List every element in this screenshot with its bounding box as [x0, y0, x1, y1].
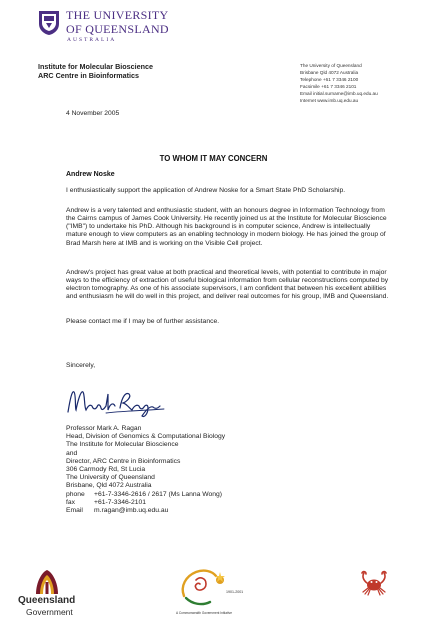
signatory-line: Professor Mark A. Ragan	[66, 425, 142, 432]
paragraph-4: Please contact me if I may be of further assistance.	[66, 318, 220, 325]
centenary-of-federation-logo-icon	[176, 566, 238, 610]
university-country: AUSTRALIA	[67, 37, 117, 43]
contact-phone	[66, 491, 225, 499]
federation-years: 1901-2001	[226, 590, 244, 594]
signatory-line: The Institute for Molecular Bioscience	[66, 441, 179, 449]
crab-emblem-icon	[360, 570, 388, 596]
signatory-line: Brisbane, Qld 4072 Australia	[66, 482, 152, 490]
paragraph-2: Andrew is a very talented and enthusiastic student, with an honours degree in Information Technology from the Cairns campus of James Cook University. He recently joined us at the Institute for Molecular Bioscience ("IMB") to undertake his PhD. Although his background is in computer science, Andrew is intellectually mature enough to view computers as an enabling technology in modern biology. He has joined the group of Brad Marsh here at IMB and is working on the Visible Cell project.	[66, 207, 387, 247]
paragraph-1: I enthusiastically support the application of Andrew Noske for a Smart State PhD Scholarship.	[66, 187, 346, 194]
contact-label: fax	[66, 498, 76, 506]
uq-crest-icon	[38, 10, 60, 36]
address-block	[300, 62, 378, 104]
address-line: Internet www.imb.uq.edu.au	[300, 98, 359, 103]
paragraph-3: Andrew's project has great value at both practical and theoretical levels, with potential to contribute in major ways to the efficiency of extraction of useful biological information from cellular reconstructions computed by electron tomography. As one of his associate supervisors, I am confident that between his excellent abilities and enthusiasm he will do well in this project, and deliver real outcomes for his group, IMB and Queensland.	[66, 269, 389, 301]
centre-name: ARC Centre in Bioinformatics	[38, 71, 140, 80]
address-line: The University of Queensland	[300, 63, 362, 68]
address-line: Telephone +61 7 3346 2100	[300, 77, 359, 82]
contact-label: phone	[66, 490, 85, 498]
government-wordmark: Government	[26, 607, 73, 617]
signature-image	[66, 382, 166, 422]
signatory-line: Director, ARC Centre in Bioinformatics	[66, 457, 181, 465]
contact-label: Email	[66, 507, 83, 515]
letter-date: 4 November 2005	[66, 110, 120, 117]
university-name-line1: THE UNIVERSITY	[66, 8, 169, 22]
letter-heading: TO WHOM IT MAY CONCERN	[159, 154, 268, 163]
closing: Sincerely,	[66, 362, 96, 369]
university-name-line2: OF QUEENSLAND	[66, 22, 169, 36]
address-line: Brisbane Qld 4072 Australia	[300, 70, 359, 75]
contact-value: +61-7-3346-2101	[94, 498, 146, 506]
signatory-line: and	[66, 449, 78, 457]
contact-value: m.ragan@imb.uq.edu.au	[94, 507, 169, 515]
recipient-name: Andrew Noske	[66, 171, 115, 178]
queensland-government-logo-icon	[30, 568, 64, 596]
signatory-line: The University of Queensland	[66, 474, 155, 482]
institute-name: Institute for Molecular Bioscience	[38, 62, 154, 71]
address-line: Email initial.surname@imb.uq.edu.au	[300, 91, 378, 96]
queensland-wordmark: Queensland	[18, 595, 76, 606]
contact-email	[66, 507, 225, 515]
contact-value: +61-7-3346-2616 / 2617 (Ms Lanna Wong)	[94, 490, 223, 498]
address-line: Facsimile +61 7 3346 2101	[300, 84, 357, 89]
signature-block	[66, 425, 225, 515]
signatory-line: 306 Carmody Rd, St Lucia	[66, 466, 146, 474]
contact-fax	[66, 499, 225, 507]
signatory-line: Head, Division of Genomics & Computational Biology	[66, 433, 226, 441]
federation-caption: A Commonwealth Government Initiative	[176, 611, 232, 615]
